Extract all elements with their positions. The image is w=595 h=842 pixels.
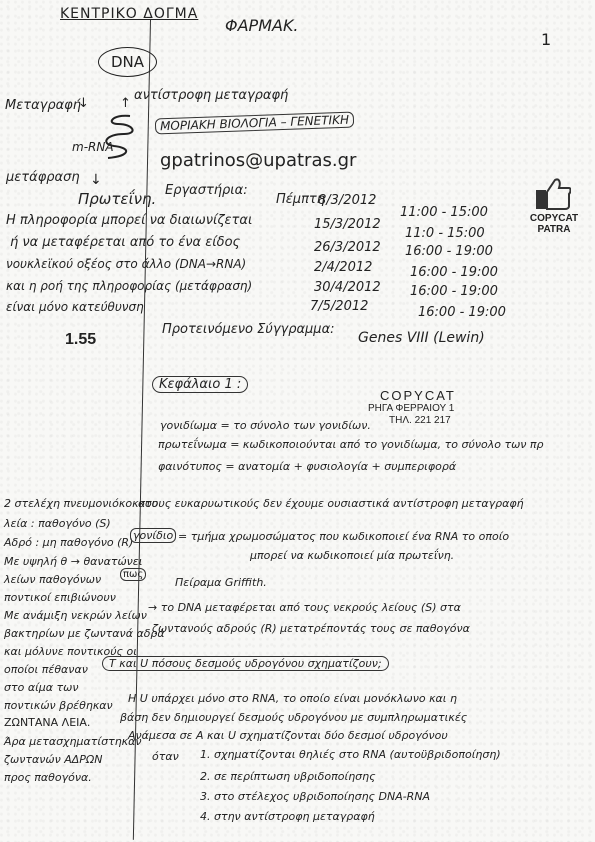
question-t-u: T και U πόσους δεσμούς υδρογόνου σχηματίζουν; <box>102 656 389 671</box>
up-arrow-icon: ↑ <box>120 96 131 111</box>
uracil-line: Ανάμεσα σε Α και U σχηματίζονται δύο δεσμοί υδρογόνου <box>128 729 448 742</box>
note-line: και η ροή της πληροφορίας (μετάφραση) <box>6 279 253 293</box>
translation-label: μετάφραση <box>6 170 80 185</box>
gene-definition: μπορεί να κωδικοποιεί μία πρωτεΐνη. <box>250 549 455 562</box>
case-item: 1. σχηματίζονται θηλιές στο RNA (αυτοϋβριδοποίηση) <box>200 748 501 761</box>
copycat-stamp-phone: ΤΗΛ. 221 217 <box>389 415 451 426</box>
left-line: Με ανάμιξη νεκρών λείων <box>4 609 147 622</box>
gene-label: γονίδιο <box>130 528 176 543</box>
lab-time: 16:00 - 19:00 <box>418 305 506 320</box>
dna-transfer-line: ζωντανούς αδρούς (R) μετατρέποντάς τους σε παθογόνα <box>152 622 470 635</box>
rna-coil-icon <box>100 112 140 164</box>
copycat-stamp-address: ΡΗΓΑ ΦΕΡΡΑΙΟΥ 1 <box>368 403 455 414</box>
griffith-intro: 2 στελέχη πνευμονιόκοκκου <box>4 497 159 510</box>
note-line: Η πληροφορία μπορεί να διαιωνίζεται <box>6 213 253 228</box>
eukaryotes-note: στους ευκαρυωτικούς δεν έχουμε ουσιαστικά αντίστροφη μεταγραφή <box>138 497 524 510</box>
labs-label: Εργαστήρια: <box>165 183 248 198</box>
uracil-line: Η U υπάρχει μόνο στο RNA, το οποίο είναι μονόκλωνο και η <box>128 692 457 705</box>
how-label: πως <box>120 568 146 581</box>
gene-definition: = τμήμα χρωμοσώματος που κωδικοποιεί ένα RNA το οποίο <box>178 530 510 543</box>
lab-date: 7/5/2012 <box>310 299 369 314</box>
chapter-heading: Κεφάλαιο 1 : <box>152 376 248 393</box>
definition-line: πρωτεΐνωμα = κωδικοποιούνται από το γονιδίωμα, το σύνολο των πρ <box>158 438 544 451</box>
pharmak-label: ΦΑΡΜΑΚ. <box>225 16 299 35</box>
note-line: νουκλεϊκού οξέος στο άλλο (DNA→RNA) <box>6 257 247 271</box>
definition-line: φαινότυπος = ανατομία + φυσιολογία + συμπεριφορά <box>158 460 457 473</box>
definition-line: γονιδίωμα = το σύνολο των γονιδίων. <box>160 419 371 432</box>
transcription-label: Μεταγραφή <box>5 98 81 113</box>
lab-date: 2/4/2012 <box>314 260 373 275</box>
lab-date: 30/4/2012 <box>314 280 381 295</box>
case-item: 3. στο στέλεχος υβριδοποίησης DNA-RNA <box>200 790 431 803</box>
email-address: gpatrinos@upatras.gr <box>160 150 357 171</box>
lab-date: 8/3/2012 <box>318 193 377 208</box>
left-line: Αδρό : μη παθογόνο (R) <box>4 536 134 549</box>
course-title: ΜΟΡΙΑΚΗ ΒΙΟΛΟΓΙΑ – ΓΕΝΕΤΙΚΗ <box>155 112 354 135</box>
book-label: Προτεινόμενο Σύγγραμμα: <box>162 322 335 337</box>
lab-time: 16:00 - 19:00 <box>405 244 493 259</box>
case-item: 2. σε περίπτωση υβριδοποίησης <box>200 770 376 783</box>
when-label: όταν <box>152 750 179 763</box>
thumbs-up-icon <box>535 178 571 210</box>
note-line: είναι μόνο κατεύθυνση <box>6 300 144 314</box>
griffith-experiment: Πείραμα Griffith. <box>175 576 267 589</box>
book-title: Genes VIII (Lewin) <box>358 330 485 346</box>
lab-time: 16:00 - 19:00 <box>410 265 498 280</box>
lab-time: 16:00 - 19:00 <box>410 284 498 299</box>
protein-label: Πρωτεΐνη. <box>78 190 157 208</box>
reverse-transcription-label: αντίστροφη μεταγραφή <box>134 88 289 103</box>
page-number: 1 <box>541 30 552 49</box>
left-line: ζωντανών ΑΔΡΩΝ <box>4 753 103 766</box>
left-line: στο αίμα των <box>4 681 79 694</box>
left-line: και μόλυνε ποντικούς οι <box>4 645 137 658</box>
copycat-patra-logo: COPYCAT PATRA <box>529 213 579 235</box>
case-item: 4. στην αντίστροφη μεταγραφή <box>200 810 375 823</box>
lab-date: 26/3/2012 <box>314 240 381 255</box>
page-heading: ΚΕΝΤΡΙΚΟ ΔΟΓΜΑ <box>60 6 199 22</box>
left-line: Με υψηλή θ → θανατώνει <box>4 555 143 568</box>
left-line: προς παθογόνα. <box>4 771 92 784</box>
left-line: βακτηρίων με ζωντανά αδρά <box>4 627 165 640</box>
lab-time: 11:00 - 15:00 <box>400 205 488 220</box>
uracil-line: βάση δεν δημιουργεί δεσμούς υδρογόνου με συμπληρωματικές <box>120 711 468 724</box>
lab-time: 11:0 - 15:00 <box>405 226 485 241</box>
left-line: λεία : παθογόνο (S) <box>4 517 111 530</box>
mrna-label: m-RNA <box>72 140 114 154</box>
translation-arrow-icon: ↓ <box>90 172 102 188</box>
left-line: ποντικών βρέθηκαν <box>4 699 113 712</box>
left-line: Άρα μετασχηματίστηκαν <box>4 735 142 748</box>
left-line: ποντικοί επιβιώνουν <box>4 591 116 604</box>
left-line: ΖΩΝΤΑΝΑ ΛΕΙΑ. <box>4 716 91 729</box>
left-line: οποίοι πέθαναν <box>4 663 88 676</box>
left-line: λείων παθογόνων <box>4 573 102 586</box>
dna-circle: DNA <box>98 47 157 77</box>
price-label: 1.55 <box>65 331 97 348</box>
lab-date: 15/3/2012 <box>314 217 381 232</box>
lab-day: Πέμπτη <box>276 192 325 207</box>
copycat-stamp-name: COPYCAT <box>380 388 456 403</box>
note-line: ή να μεταφέρεται από το ένα είδος <box>10 235 241 250</box>
down-arrow-icon: ↓ <box>78 96 89 111</box>
dna-transfer-line: → το DNA μεταφέρεται από τους νεκρούς λείους (S) στα <box>148 601 461 614</box>
